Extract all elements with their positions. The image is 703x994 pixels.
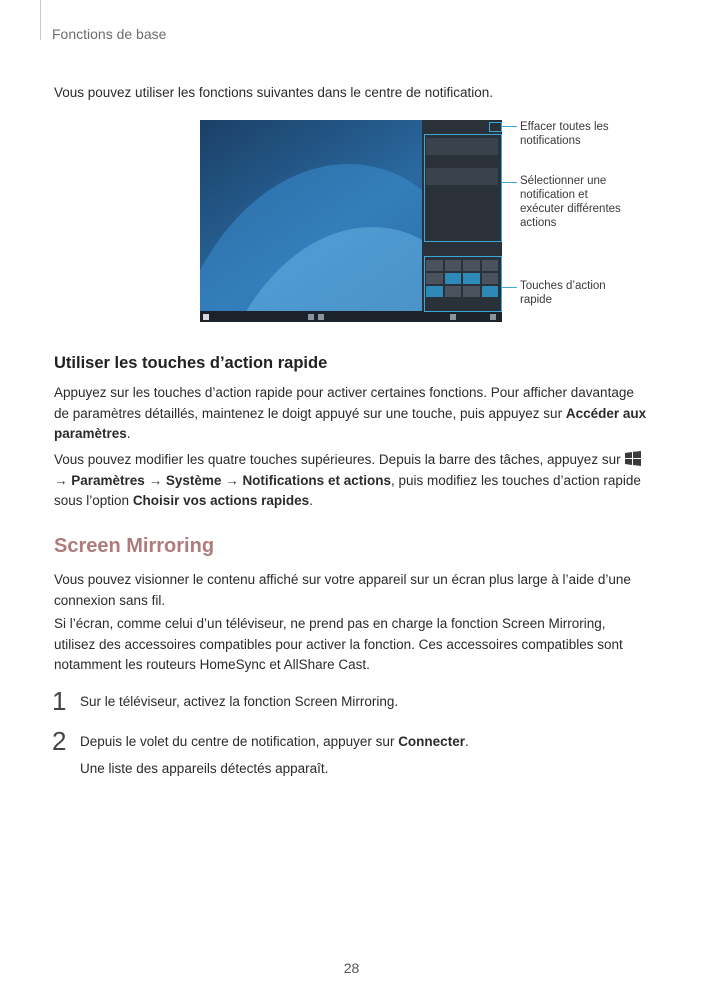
quick-actions-heading: Utiliser les touches d’action rapide	[54, 354, 328, 372]
step-number: 2	[52, 726, 67, 756]
screen-mirroring-paragraph-1: Vous pouvez visionner le contenu affiché sur votre appareil sur un écran plus large à l’aide d’une connexion sans fil.	[54, 572, 631, 608]
step-text: Depuis le volet du centre de notification, appuyer sur Connecter.	[80, 734, 469, 749]
step-note: Une liste des appareils détectés apparaît.	[80, 761, 329, 776]
start-icon	[203, 314, 209, 320]
screen-mirroring-paragraph-2: Si l’écran, comme celui d’un téléviseur, ne prend pas en charge la fonction Screen Mirroring, utilisez des accessoires compatibles pour activer la fonction. Ces accessoires compatibles sont notamment les routeurs HomeSync et AllShare Cast.	[54, 616, 623, 672]
clear-all-highlight	[489, 122, 502, 132]
header-section-title: Fonctions de base	[52, 26, 167, 42]
notification-tray-icon	[490, 314, 496, 320]
page-number: 28	[343, 960, 360, 976]
taskbar-app-icon	[308, 314, 314, 320]
quick-actions-paragraph-2: Vous pouvez modifier les quatre touches supérieures. Depuis la barre des tâches, appuyez sur → Paramètres → Système → Notifications et actions, puis modifiez les touches d’action rapide sous l’option Choisir vos actions rapides.	[54, 452, 641, 508]
leader-line	[501, 126, 517, 127]
windows-logo-icon	[625, 451, 641, 466]
quick-actions-paragraph-1: Appuyez sur les touches d’action rapide pour activer certaines fonctions. Pour afficher davantage de paramètres détaillés, maintenez le doigt appuyé sur une touche, puis appuyez sur Accéder aux paramètres.	[54, 385, 647, 441]
notifications-highlight	[424, 134, 502, 242]
callout-select-notification: Sélectionner une notification et exécuter différentes actions	[520, 175, 621, 229]
screen-mirroring-heading: Screen Mirroring	[54, 535, 215, 557]
intro-text: Vous pouvez utiliser les fonctions suivantes dans le centre de notification.	[54, 85, 494, 100]
step-text: Sur le téléviseur, activez la fonction Screen Mirroring.	[80, 694, 399, 709]
tray-icon	[450, 314, 456, 320]
taskbar	[200, 311, 502, 322]
leader-line	[501, 182, 517, 183]
header-rule	[40, 0, 41, 40]
callout-quick-actions: Touches d’action rapide	[520, 280, 606, 306]
step-number: 1	[52, 686, 67, 716]
taskbar-app-icon	[318, 314, 324, 320]
leader-line	[501, 287, 517, 288]
callout-clear-all: Effacer toutes les notifications	[520, 121, 609, 147]
quick-actions-highlight	[424, 256, 502, 312]
